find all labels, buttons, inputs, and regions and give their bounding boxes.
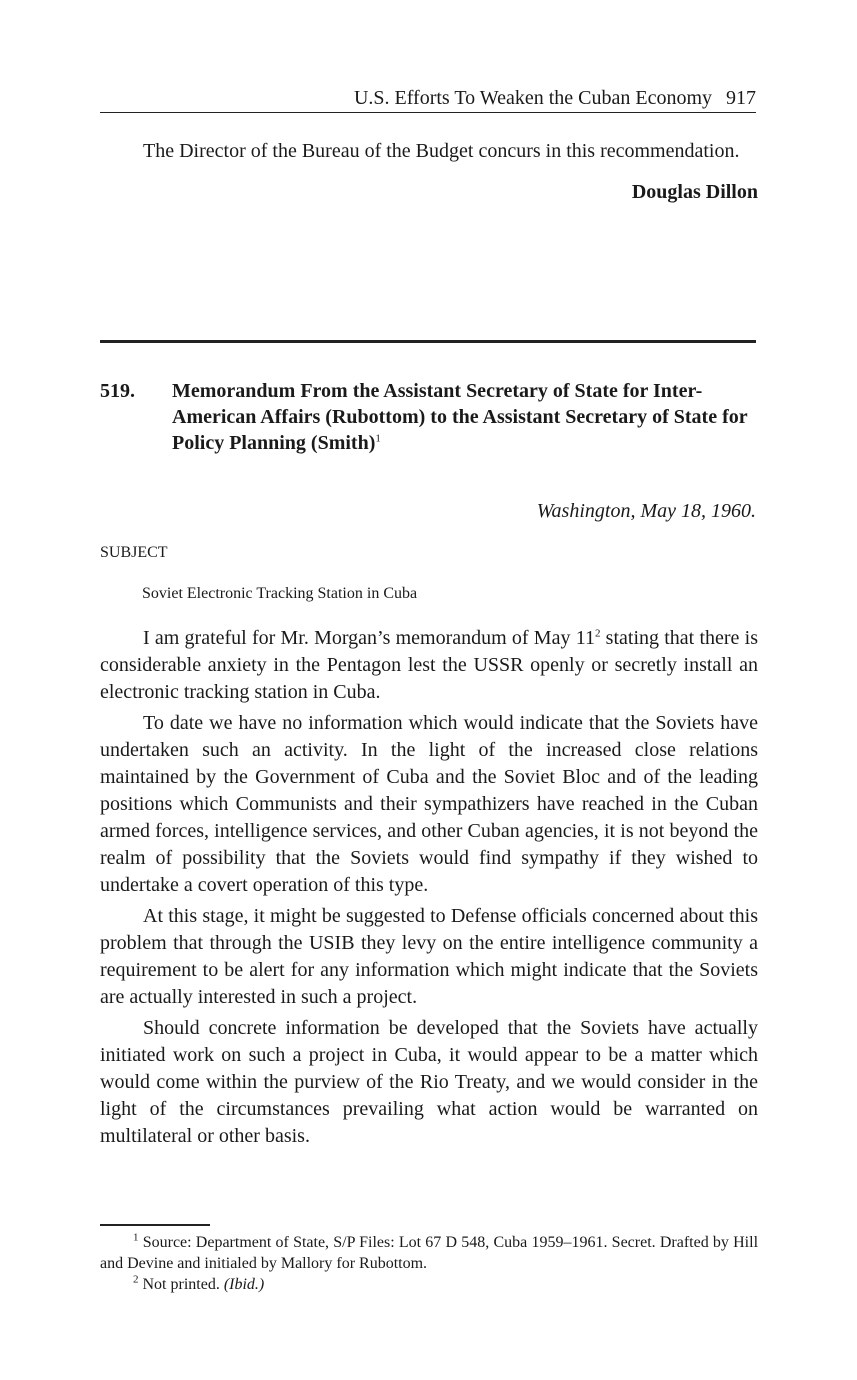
paragraph-4: Should concrete information be developed that the Soviets have actually initiated work on such a project in Cuba, it would appear to be a matter which would come within the purview of the Rio Treaty, and we would consider in the light of the circumstances prevailing what action would be warranted on multilateral or other basis. (100, 1017, 758, 1147)
footnote-ref-1: 1 (375, 432, 381, 445)
subject-label: SUBJECT (100, 544, 168, 561)
footnote-1 (100, 1232, 758, 1274)
footnote-2 (100, 1274, 758, 1295)
footnote-2-text: Not printed. (142, 1276, 224, 1293)
dateline: Washington, May 18, 1960. (536, 500, 756, 522)
subject-text: Soviet Electronic Tracking Station in Cuba (142, 585, 418, 602)
running-header (100, 86, 756, 113)
memo-body (100, 625, 758, 1150)
paragraph-1-after: stating that there is considerable anxiety in the Pentagon lest the USSR openly or secretly install an electronic tracking station in Cuba. (100, 627, 758, 703)
paragraph-2: To date we have no information which would indicate that the Soviets have undertaken such an activity. In the light of the increased close relations maintained by the Government of Cuba and the Soviet Bloc and of the leading positions which Communists and their sympathizers have reached in the Cuban armed forces, intelligence services, and other Cuban agencies, it is not beyond the realm of possibility that the Soviets would find sympathy if they wished to undertake a covert operation of this type. (100, 712, 758, 896)
page-number: 917 (726, 87, 756, 109)
footnote-rule (100, 1224, 210, 1226)
paragraph-1-before: I am grateful for Mr. Morgan’s memorandum of May 11 (143, 627, 595, 649)
section-divider (100, 340, 756, 343)
running-title: U.S. Efforts To Weaken the Cuban Economy (353, 87, 712, 109)
paragraph-1 (100, 625, 758, 706)
document-title (172, 378, 762, 456)
footnote-2-ibid: (Ibid.) (223, 1276, 265, 1293)
footnote-1-num: 1 (133, 1231, 139, 1244)
paragraph-3: At this stage, it might be suggested to Defense officials concerned about this problem that through the USIB they levy on the entire intelligence community a requirement to be alert for any information which might indicate that the Soviets are actually interested in such a project. (100, 905, 758, 1008)
closing-paragraph: The Director of the Bureau of the Budget concurs in this recommendation. (143, 140, 740, 162)
document-number: 519. (100, 380, 135, 402)
footnote-ref-2: 2 (594, 627, 601, 640)
footnotes (100, 1232, 758, 1295)
footnote-2-num: 2 (133, 1273, 139, 1286)
footnote-1-text: Source: Department of State, S/P Files: Lot 67 D 548, Cuba 1959–1961. Secret. Drafted by Hill and Devine and initialed by Mallory for Rubottom. (100, 1234, 759, 1272)
previous-doc-closing (100, 138, 758, 204)
signature: Douglas Dillon (631, 181, 758, 203)
document-title-text: Memorandum From the Assistant Secretary of State for Inter-American Affairs (Rubottom) to the Assistant Secretary of State for Policy Planning (Smith) (172, 380, 748, 454)
